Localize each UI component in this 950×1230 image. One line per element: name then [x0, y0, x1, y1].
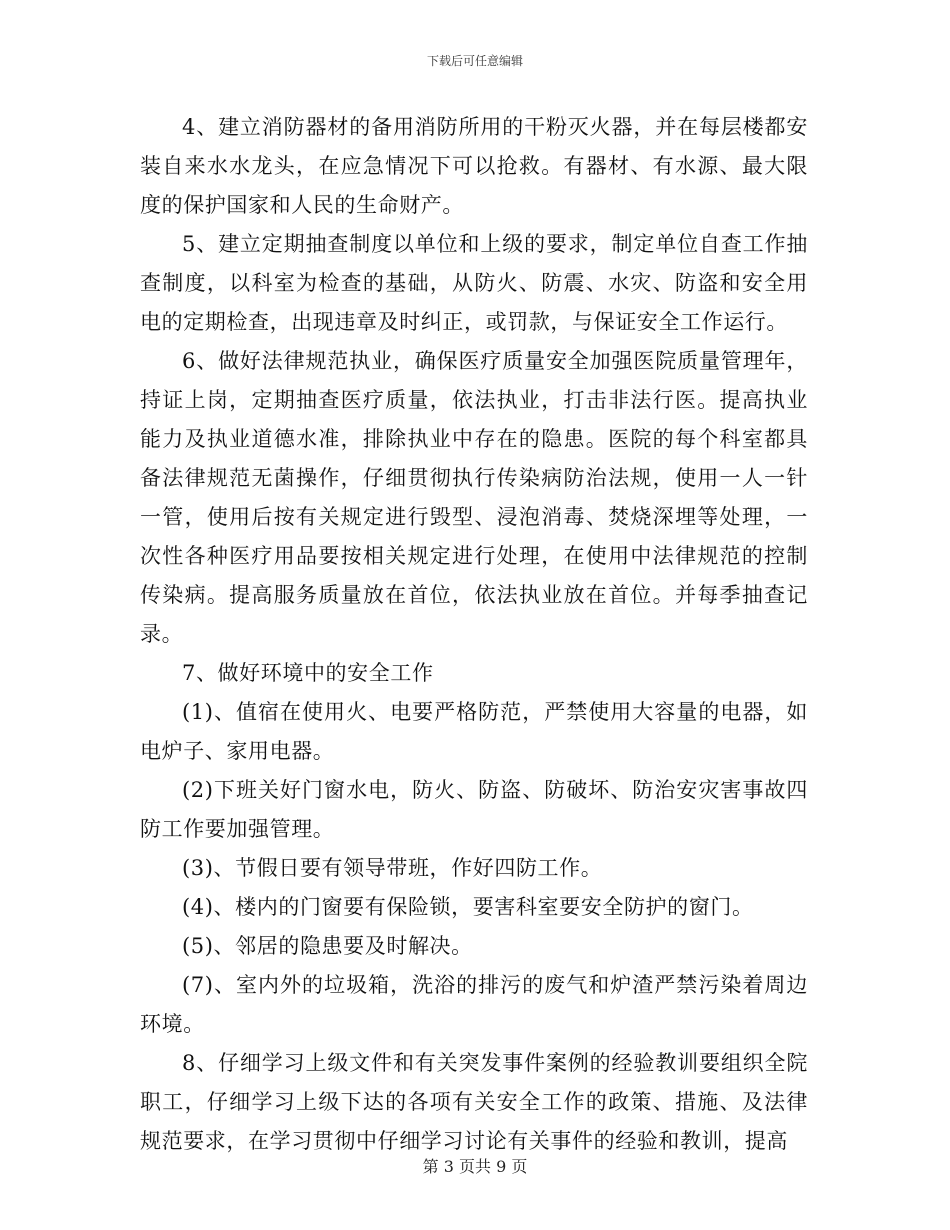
paragraph-subitem-7: (7)、室内外的垃圾箱，洗浴的排污的废气和炉渣严禁污染着周边环境。: [140, 973, 808, 1036]
paragraph-subitem-2: (2)下班关好门窗水电，防火、防盗、防破坏、防治安灾害事故四防工作要加强管理。: [140, 778, 808, 841]
paragraph-item-6: 6、做好法律规范执业，确保医疗质量安全加强医院质量管理年，持证上岗，定期抽查医疗质量，依法执业，打击非法行医。提高执业能力及执业道德水准，排除执业中存在的隐患。医院的每个科室都具备法律规范无菌操作，仔细贯彻执行传染病防治法规，使用一人一针一管，使用后按有关规定进行毁型、浸泡消毒、焚烧深埋等处理，一次性各种医疗用品要按相关规定进行处理，在使用中法律规范的控制传染病。提高服务质量放在首位，依法执业放在首位。并每季抽查记录。: [140, 349, 808, 646]
document-body: [140, 108, 808, 1161]
paragraph-subitem-4: (4)、楼内的门窗要有保险锁，要害科室要安全防护的窗门。: [182, 895, 754, 919]
paragraph-item-8: 8、仔细学习上级文件和有关突发事件案例的经验教训要组织全院职工，仔细学习上级下达的各项有关安全工作的政策、措施、及法律规范要求，在学习贯彻中仔细学习讨论有关事件的经验和教训，提高: [140, 1051, 808, 1153]
paragraph-item-4: 4、建立消防器材的备用消防所用的干粉灭火器，并在每层楼都安装自来水水龙头，在应急情况下可以抢救。有器材、有水源、最大限度的保护国家和人民的生命财产。: [140, 115, 808, 217]
paragraph-item-7-heading: 7、做好环境中的安全工作: [182, 661, 434, 685]
paragraph-subitem-3: (3)、节假日要有领导带班，作好四防工作。: [182, 856, 603, 880]
paragraph-subitem-5: (5)、邻居的隐患要及时解决。: [182, 934, 473, 958]
paragraph-item-5: 5、建立定期抽查制度以单位和上级的要求，制定单位自查工作抽查制度，以科室为检查的基础，从防火、防震、水灾、防盗和安全用电的定期检查，出现违章及时纠正，或罚款，与保证安全工作运行。: [140, 232, 808, 334]
page-footer: 第 3 页共 9 页: [422, 1157, 528, 1176]
page-header: 下载后可任意编辑: [426, 54, 523, 68]
paragraph-subitem-1: (1)、值宿在使用火、电要严格防范，严禁使用大容量的电器，如电炉子、家用电器。: [140, 700, 808, 763]
